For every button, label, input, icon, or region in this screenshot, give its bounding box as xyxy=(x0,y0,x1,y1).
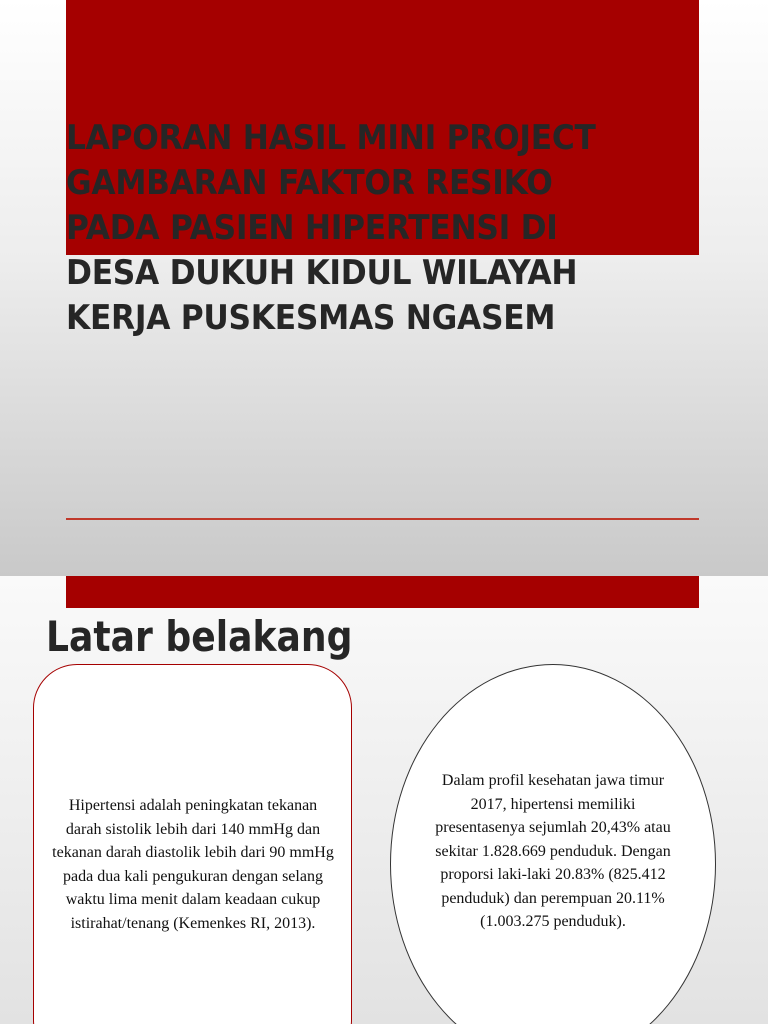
top-accent-strip xyxy=(66,576,699,608)
background-slide xyxy=(0,576,768,1024)
definition-text: Hipertensi adalah peningkatan tekanan darah sistolik lebih dari 140 mmHg dan tekanan darah diastolik lebih dari 90 mmHg pada dua kali pengukuran dengan selang waktu lima menit dalam keadaan cukup istirahat/tenang (Kemenkes RI, 2013). xyxy=(52,797,334,932)
title-divider-line xyxy=(66,518,699,520)
section-heading: Latar belakang xyxy=(46,612,353,661)
statistics-text: Dalam profil kesehatan jawa timur 2017, hipertensi memiliki presentasenya sejumlah 20,43% atau sekitar 1.828.669 penduduk. Dengan proporsi laki-laki 20.83% (825.412 penduduk) dan perempuan 20.11% (1.003.275 penduduk). xyxy=(435,772,671,930)
slide-title: LAPORAN HASIL MINI PROJECT GAMBARAN FAKTOR RESIKO PADA PASIEN HIPERTENSI DI DESA DUKUH KIDUL WILAYAH KERJA PUSKESMAS NGASEM xyxy=(66,118,596,338)
